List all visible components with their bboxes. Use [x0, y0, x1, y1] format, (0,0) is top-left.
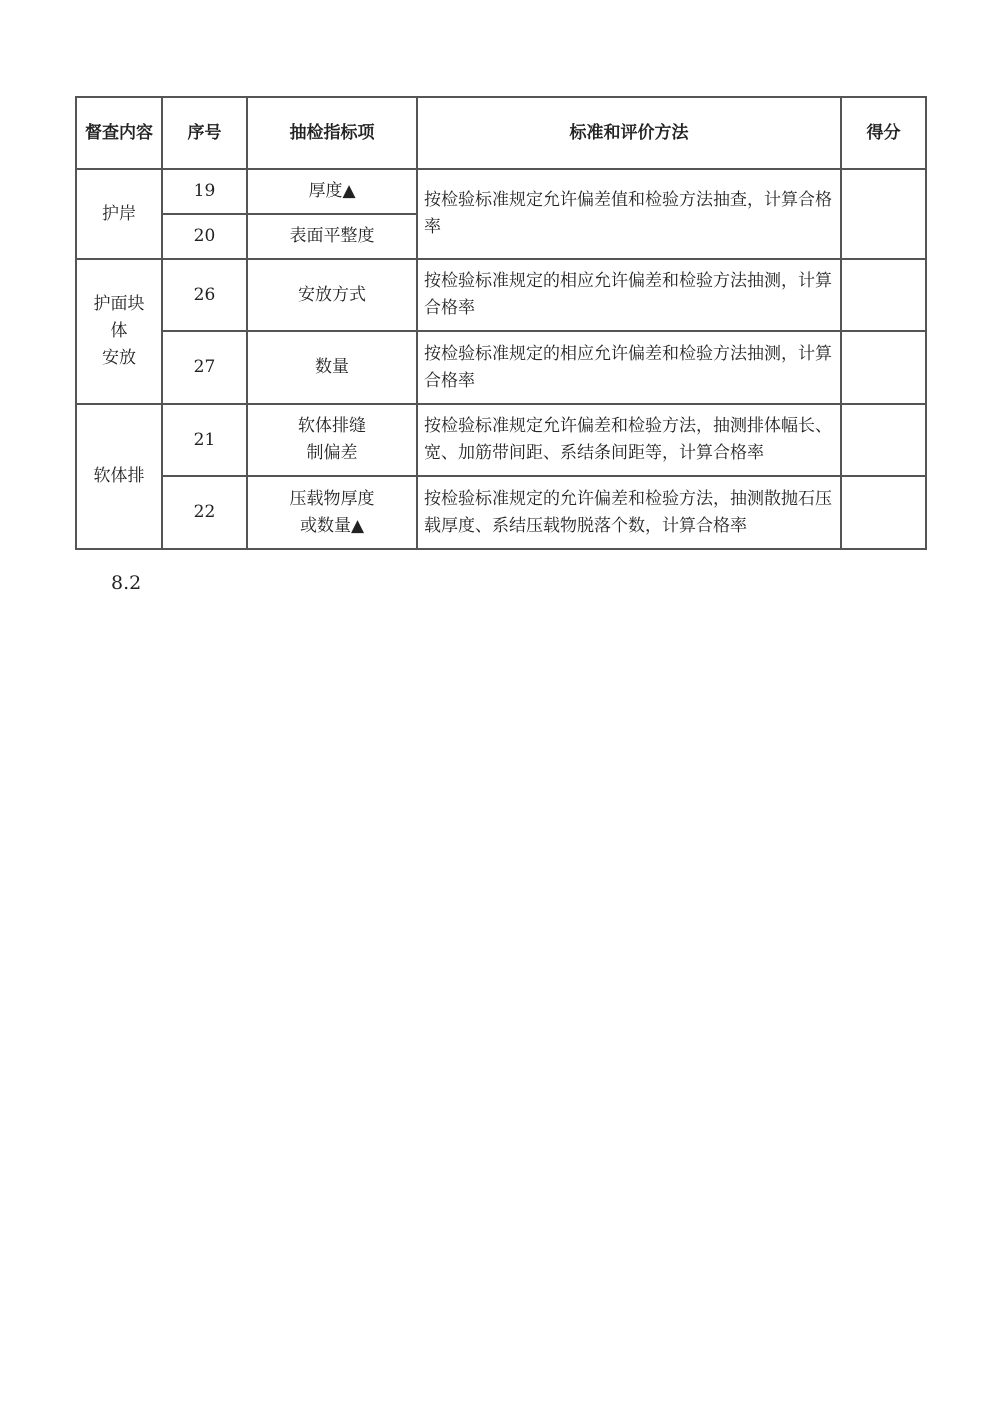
table-row	[76, 259, 926, 331]
category-cell	[76, 259, 162, 404]
check-item	[247, 169, 417, 214]
table-header-row	[76, 97, 926, 169]
score-cell	[841, 404, 926, 476]
method-cell: 按检验标准规定允许偏差和检验方法，抽测排体幅长、宽、加筋带间距、系结条间距等，计算合格率	[417, 404, 841, 476]
category-line: 安放	[102, 348, 136, 368]
table-row	[76, 476, 926, 549]
score-cell	[841, 331, 926, 404]
table-row	[76, 169, 926, 214]
method-cell: 按检验标准规定的允许偏差和检验方法，抽测散抛石压载厚度、系结压载物脱落个数，计算合格率	[417, 476, 841, 549]
header-method: 标准和评价方法	[417, 97, 841, 169]
section-number: 8.2	[111, 572, 142, 594]
method-cell: 按检验标准规定的相应允许偏差和检验方法抽测，计算合格率	[417, 331, 841, 404]
header-number: 序号	[162, 97, 247, 169]
check-item-line: 压载物厚度	[289, 488, 375, 509]
category-cell	[76, 169, 162, 259]
row-number: 21	[162, 404, 247, 476]
row-number: 26	[162, 259, 247, 331]
check-item-line: 厚度▲	[308, 181, 356, 201]
check-item-line: 制偏差	[306, 443, 358, 463]
inspection-table	[75, 96, 927, 550]
row-number: 22	[162, 476, 247, 549]
check-item-line: 数量	[315, 357, 349, 377]
category-line: 体	[110, 321, 128, 341]
header-score: 得分	[841, 97, 926, 169]
check-item-line: 安放方式	[298, 284, 366, 305]
table-row	[76, 404, 926, 476]
row-number: 19	[162, 169, 247, 214]
method-cell: 按检验标准规定的相应允许偏差和检验方法抽测，计算合格率	[417, 259, 841, 331]
check-item	[247, 259, 417, 331]
score-cell	[841, 476, 926, 549]
check-item	[247, 214, 417, 259]
check-item-line: 软体排缝	[298, 416, 366, 436]
score-cell	[841, 259, 926, 331]
check-item-line: 或数量▲	[299, 515, 365, 536]
category-line: 护面块	[93, 294, 145, 314]
table-row	[76, 331, 926, 404]
category-line: 软体排	[93, 466, 145, 486]
header-check-item: 抽检指标项	[247, 97, 417, 169]
check-item	[247, 331, 417, 404]
check-item	[247, 404, 417, 476]
header-category-label: 督查内容	[85, 122, 153, 143]
method-cell: 按检验标准规定允许偏差值和检验方法抽查，计算合格率	[417, 169, 841, 259]
category-line: 护岸	[102, 203, 136, 224]
row-number: 20	[162, 214, 247, 259]
category-cell	[76, 404, 162, 549]
check-item-line: 表面平整度	[289, 226, 375, 246]
row-number: 27	[162, 331, 247, 404]
check-item	[247, 476, 417, 549]
header-category	[76, 97, 162, 169]
score-cell	[841, 169, 926, 259]
